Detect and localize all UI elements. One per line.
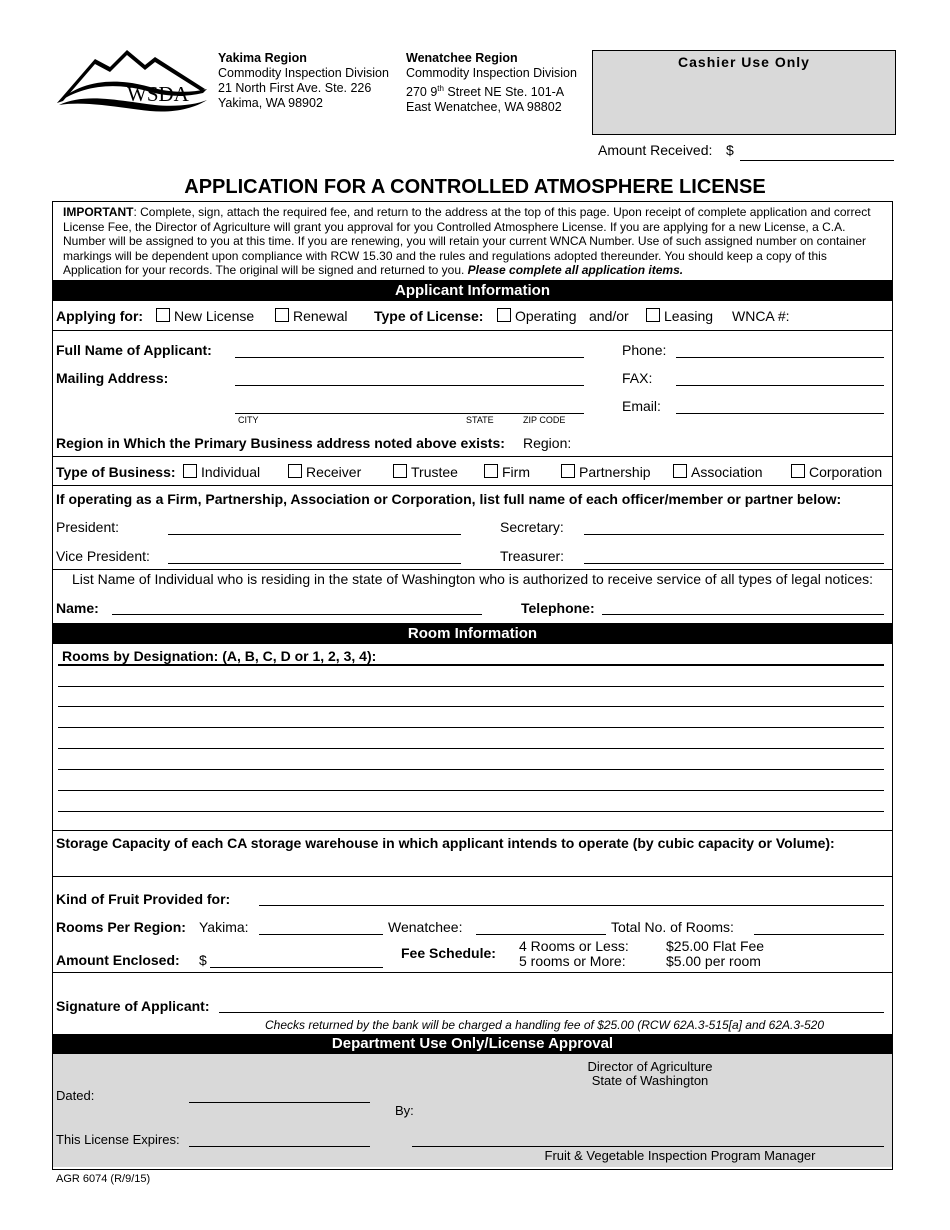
amount-enclosed-currency: $ xyxy=(199,952,207,968)
renewal-checkbox[interactable] xyxy=(275,308,289,322)
amount-enclosed-field[interactable] xyxy=(210,967,383,968)
wenatchee-rooms-label: Wenatchee: xyxy=(388,919,463,935)
rooms-per-region-label: Rooms Per Region: xyxy=(56,919,186,935)
fee-row1-amount: $25.00 Flat Fee xyxy=(666,938,765,954)
operating-option[interactable]: Operating xyxy=(497,308,576,324)
room-information-header: Room Information xyxy=(52,623,893,644)
storage-capacity-label: Storage Capacity of each CA storage warehouse in which applicant intends to operate (by cubic capacity or Volume): xyxy=(56,835,835,851)
manager-title: Fruit & Vegetable Inspection Program Manager xyxy=(544,1148,816,1163)
fee-schedule-label: Fee Schedule: xyxy=(401,945,496,961)
yakima-rooms-label: Yakima: xyxy=(199,919,249,935)
leasing-option[interactable]: Leasing xyxy=(646,308,713,324)
wenatchee-city: East Wenatchee, WA 98802 xyxy=(406,100,562,115)
wenatchee-rooms-field[interactable] xyxy=(476,934,606,935)
cashier-box xyxy=(592,50,896,135)
state-caption: STATE xyxy=(466,415,494,425)
partnership-checkbox[interactable] xyxy=(561,464,575,478)
president-field[interactable] xyxy=(168,534,461,535)
total-rooms-field[interactable] xyxy=(754,934,884,935)
fax-label: FAX: xyxy=(622,370,653,386)
agent-name-label: Name: xyxy=(56,600,99,616)
city-state-zip-field[interactable] xyxy=(235,413,584,414)
amount-received-field[interactable] xyxy=(740,160,894,161)
business-option-association[interactable]: Association xyxy=(673,464,763,480)
signature-field[interactable] xyxy=(219,1012,884,1013)
amount-enclosed-label: Amount Enclosed: xyxy=(56,952,180,968)
rooms-line-3[interactable] xyxy=(58,706,884,707)
license-expires-field[interactable] xyxy=(189,1146,370,1147)
mailing-address-field[interactable] xyxy=(235,385,584,386)
form-number: AGR 6074 (R/9/15) xyxy=(56,1173,151,1185)
full-name-field[interactable] xyxy=(235,357,584,358)
wenatchee-division: Commodity Inspection Division xyxy=(406,66,577,80)
amount-received-currency: $ xyxy=(726,142,734,158)
wenatchee-address xyxy=(406,51,577,115)
cashier-title: Cashier Use Only xyxy=(678,54,810,70)
individual-checkbox[interactable] xyxy=(183,464,197,478)
receiver-checkbox[interactable] xyxy=(288,464,302,478)
director-title: Director of Agriculture xyxy=(587,1059,713,1074)
important-notice: IMPORTANT: Complete, sign, attach the required fee, and return to the address at the top of this page. Upon receipt of complete application and correct License Fee, the Director of Agriculture will grant you approval for you Controlled Atmosphere License. If you are applying for a new License, a C.A. Number will be assigned to you at this time. If you are renewing, you will retain your current WNCA Number. Use of such assigned number on container markings will be dependent upon compliance with RCW 15.30 and the rules and regulations adopted thereunder. You should keep a copy of this Application for your records. The original will be signed and returned to you. Please complete all application items. xyxy=(63,205,871,277)
business-option-firm[interactable]: Firm xyxy=(484,464,530,480)
yakima-street: 21 North First Ave. Ste. 226 xyxy=(218,81,372,95)
logo-text: WSDA xyxy=(127,82,189,106)
business-option-individual[interactable]: Individual xyxy=(183,464,260,480)
type-of-business-label: Type of Business: xyxy=(56,464,176,480)
business-option-receiver[interactable]: Receiver xyxy=(288,464,361,480)
applying-for-row: Applying for: xyxy=(56,308,144,324)
corporation-checkbox[interactable] xyxy=(791,464,805,478)
rooms-line-5[interactable] xyxy=(58,748,884,749)
business-option-trustee[interactable]: Trustee xyxy=(393,464,458,480)
type-of-license-label: Type of License: xyxy=(374,308,484,324)
form-title: APPLICATION FOR A CONTROLLED ATMOSPHERE LICENSE xyxy=(184,176,766,198)
treasurer-field[interactable] xyxy=(584,563,884,564)
dated-field[interactable] xyxy=(189,1102,370,1103)
fee-row1-condition: 4 Rooms or Less: xyxy=(519,938,629,954)
kind-of-fruit-label: Kind of Fruit Provided for: xyxy=(56,891,231,907)
signature-label: Signature of Applicant: xyxy=(56,998,210,1014)
city-caption: CITY xyxy=(238,415,259,425)
total-rooms-label: Total No. of Rooms: xyxy=(611,919,734,935)
officers-heading: If operating as a Firm, Partnership, Association or Corporation, list full name of each officer/member or partner below: xyxy=(56,491,842,507)
wenatchee-region-name: Wenatchee Region xyxy=(406,51,518,65)
andor-text: and/or xyxy=(589,308,629,324)
business-option-partnership[interactable]: Partnership xyxy=(561,464,651,480)
manager-signature-field[interactable] xyxy=(412,1146,884,1147)
fax-field[interactable] xyxy=(676,385,884,386)
email-label: Email: xyxy=(622,398,661,414)
wsda-logo xyxy=(55,45,210,113)
full-name-label: Full Name of Applicant: xyxy=(56,342,212,358)
kind-of-fruit-field[interactable] xyxy=(259,905,884,906)
phone-field[interactable] xyxy=(676,357,884,358)
secretary-label: Secretary: xyxy=(500,519,564,535)
fee-row2-condition: 5 rooms or More: xyxy=(519,953,626,969)
license-expires-label: This License Expires: xyxy=(56,1132,180,1147)
wenatchee-street: 270 9th Street NE Ste. 101-A xyxy=(406,84,565,100)
dated-label: Dated: xyxy=(56,1088,95,1103)
rooms-line-4[interactable] xyxy=(58,727,884,728)
region-label: Region in Which the Primary Business address noted above exists: xyxy=(56,435,505,451)
rooms-line-1[interactable] xyxy=(58,664,884,666)
vice-president-label: Vice President: xyxy=(56,548,150,564)
agent-telephone-label: Telephone: xyxy=(521,600,595,616)
renewal-option[interactable]: Renewal xyxy=(275,308,347,324)
yakima-region-name: Yakima Region xyxy=(218,51,307,65)
agent-name-field[interactable] xyxy=(112,614,482,615)
vice-president-field[interactable] xyxy=(168,563,461,564)
agent-telephone-field[interactable] xyxy=(602,614,884,615)
rooms-line-7[interactable] xyxy=(58,790,884,791)
email-field[interactable] xyxy=(676,413,884,414)
rooms-line-8[interactable] xyxy=(58,811,884,812)
new-license-checkbox[interactable] xyxy=(156,308,170,322)
zip-caption: ZIP CODE xyxy=(523,415,566,425)
trustee-checkbox[interactable] xyxy=(393,464,407,478)
department-use-header: Department Use Only/License Approval xyxy=(52,1034,893,1054)
yakima-rooms-field[interactable] xyxy=(259,934,383,935)
treasurer-label: Treasurer: xyxy=(500,548,565,564)
business-option-corporation[interactable]: Corporation xyxy=(791,464,882,480)
rooms-line-6[interactable] xyxy=(58,769,884,770)
association-checkbox[interactable] xyxy=(673,464,687,478)
yakima-address xyxy=(218,51,389,111)
mailing-address-label: Mailing Address: xyxy=(56,370,169,386)
new-license-option[interactable]: New License xyxy=(156,308,254,324)
rooms-line-2[interactable] xyxy=(58,686,884,687)
applicant-information-header: Applicant Information xyxy=(52,280,893,301)
rooms-designation-label: Rooms by Designation: (A, B, C, D or 1, 2, 3, 4): xyxy=(62,648,377,664)
leasing-checkbox[interactable] xyxy=(646,308,660,322)
yakima-division: Commodity Inspection Division xyxy=(218,66,389,80)
president-label: President: xyxy=(56,519,120,535)
region-field-label: Region: xyxy=(523,435,572,451)
operating-checkbox[interactable] xyxy=(497,308,511,322)
fee-row2-amount: $5.00 per room xyxy=(666,953,761,969)
yakima-city: Yakima, WA 98902 xyxy=(218,96,323,110)
wnca-label: WNCA #: xyxy=(732,308,790,324)
phone-label: Phone: xyxy=(622,342,667,358)
secretary-field[interactable] xyxy=(584,534,884,535)
returned-checks-note: Checks returned by the bank will be charged a handling fee of $25.00 (RCW 62A.3-515[a] and 62A.3-520 xyxy=(265,1018,825,1032)
firm-checkbox[interactable] xyxy=(484,464,498,478)
director-state: State of Washington xyxy=(591,1073,709,1088)
amount-received-label: Amount Received: xyxy=(598,142,713,158)
by-label: By: xyxy=(395,1103,414,1118)
agent-heading: List Name of Individual who is residing in the state of Washington who is authorized to receive service of all types of legal notices: xyxy=(71,571,873,587)
